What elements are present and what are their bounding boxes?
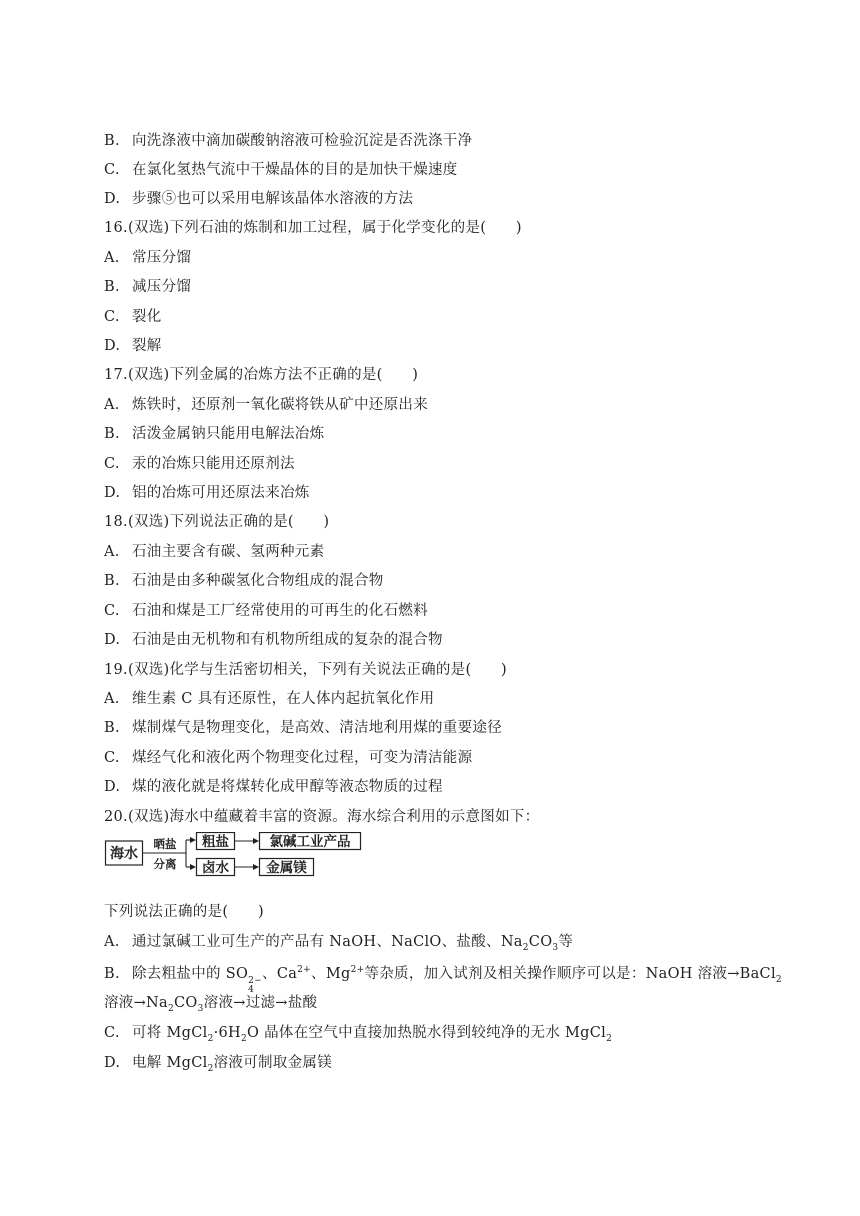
q19-option-b: B. 煤制煤气是物理变化，是高效、清洁地利用煤的重要途径: [104, 720, 502, 736]
q18-option-b: B. 石油是由多种碳氢化合物组成的混合物: [104, 573, 384, 589]
label-chlor-alkali-products: 氯碱工业产品: [269, 834, 351, 850]
q19-stem: 19.(双选)化学与生活密切相关，下列有关说法正确的是( ): [104, 662, 507, 678]
q20-option-b: B. 除去粗盐中的 SO 2− 4 、$Ca^{2+}$、$Mg^{2+}$等杂质，加入试剂及相关操作顺序可以是：NaOH 溶液→BaCl$_2$: [104, 965, 782, 995]
q20-stem: 20.(双选)海水中蕴藏着丰富的资源。海水综合利用的示意图如下：: [104, 809, 540, 825]
q16-option-c: C. 裂化: [104, 309, 162, 325]
arrow-head-product-lower: [253, 864, 259, 870]
q17-stem: 17.(双选)下列金属的冶炼方法不正确的是( ): [104, 367, 419, 383]
q17-option-c: C. 汞的冶炼只能用还原剂法: [104, 456, 295, 472]
q20-sub-stem: 下列说法正确的是( ): [104, 904, 264, 920]
q18-option-a: A. 石油主要含有碳、氢两种元素: [104, 544, 325, 560]
arrow-head-lower: [190, 864, 196, 870]
q16-stem: 16.(双选)下列石油的炼制和加工过程，属于化学变化的是( ): [104, 220, 522, 236]
q20-option-a: A. 通过氯碱工业可生产的产品有 NaOH、NaClO、盐酸、$Na_2CO_3$等: [104, 934, 574, 953]
q17-option-b: B. 活泼金属钠只能用电解法冶炼: [104, 426, 325, 442]
q18-option-c: C. 石油和煤是工厂经常使用的可再生的化石燃料: [104, 603, 428, 619]
q19-option-d: D. 煤的液化就是将煤转化成甲醇等液态物质的过程: [104, 779, 443, 795]
q20-option-b-continued: 溶液$\to Na_2CO_3$溶液→过滤→盐酸: [104, 995, 318, 1014]
arrow-head-upper: [190, 837, 196, 843]
q16-option-b: B. 减压分馏: [104, 279, 192, 295]
q15-option-c: C. 在氯化氢热气流中干燥晶体的目的是加快干燥速度: [104, 162, 458, 178]
q16-option-a: A. 常压分馏: [104, 250, 192, 266]
label-sun-dry: 晒盐: [153, 837, 177, 851]
label-crude-salt: 粗盐: [202, 834, 229, 850]
q17-option-a: A. 炼铁时，还原剂一氧化碳将铁从矿中还原出来: [104, 397, 428, 413]
q15-option-d: D. 步骤⑤也可以采用电解该晶体水溶液的方法: [104, 191, 414, 207]
q20-option-c: C. 可将 $MgCl_2\cdot 6H_2O$ 晶体在空气中直接加热脱水得到较纯净的无水 MgCl$_2$: [104, 1025, 613, 1044]
q19-option-c: C. 煤经气化和液化两个物理变化过程，可变为清洁能源: [104, 750, 473, 766]
q18-option-d: D. 石油是由无机物和有机物所组成的复杂的混合物: [104, 632, 443, 648]
label-seawater: 海水: [110, 846, 138, 862]
q18-stem: 18.(双选)下列说法正确的是( ): [104, 514, 330, 530]
q15-option-b: B. 向洗涤液中滴加碳酸钠溶液可检验沉淀是否洗涤干净: [104, 133, 473, 149]
q17-option-d: D. 铝的冶炼可用还原法来冶炼: [104, 485, 310, 501]
seawater-utilization-diagram: [104, 832, 374, 882]
label-metal-magnesium: 金属镁: [266, 860, 307, 876]
q16-option-d: D. 裂解: [104, 338, 162, 354]
q19-option-a: A. 维生素 C 具有还原性，在人体内起抗氧化作用: [104, 691, 435, 707]
label-separate: 分离: [153, 857, 177, 871]
arrow-head-product-upper: [253, 838, 259, 844]
q20-option-d: D. 电解 MgCl$_2$溶液可制取金属镁: [104, 1055, 333, 1074]
label-brine: 卤水: [202, 860, 229, 876]
